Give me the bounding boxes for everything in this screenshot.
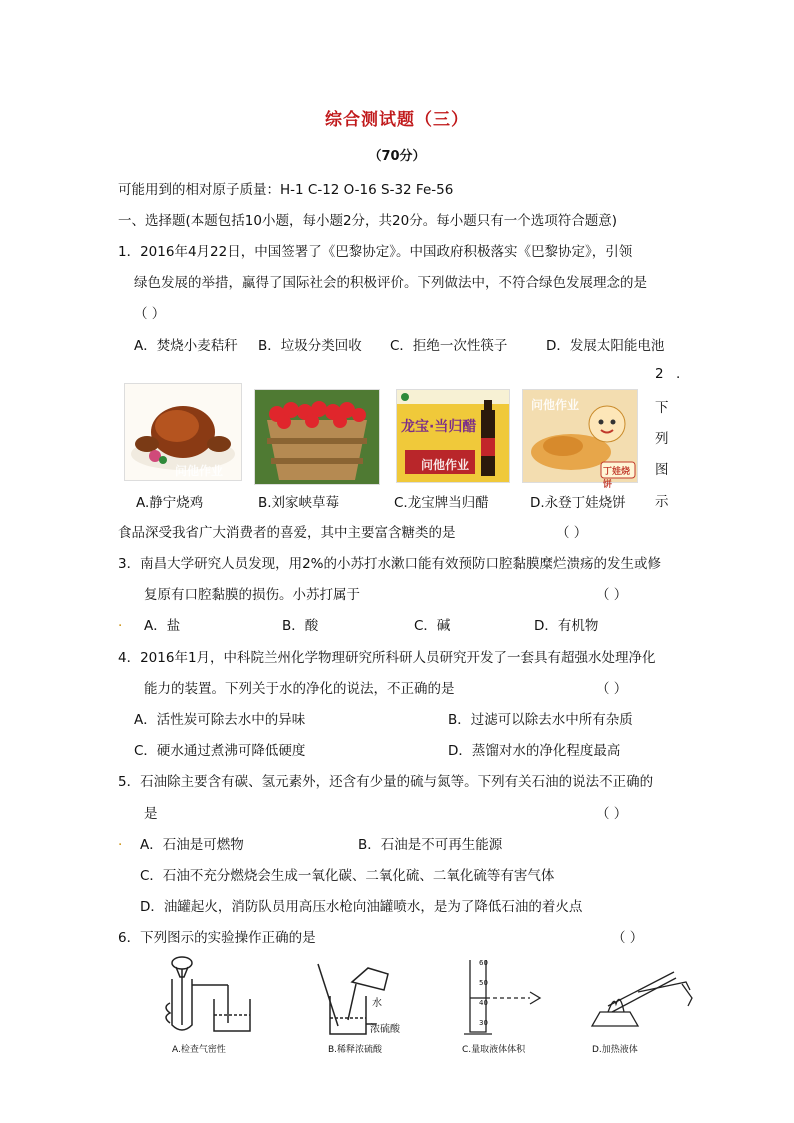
airtightness-check-diagram: [158, 955, 268, 1037]
atomic-mass-line: 可能用到的相对原子质量：H-1 C-12 O-16 S-32 Fe-56: [118, 182, 454, 198]
q5-option-c: C．石油不充分燃烧会生成一氧化碳、二氧化硫、二氧化硫等有害气体: [140, 868, 555, 884]
q5-line1: 5．石油除主要含有碳、氢元素外，还含有少量的硫与氮等。下列有关石油的说法不正确的: [118, 774, 654, 790]
q2-side-char: 示: [655, 494, 669, 510]
q2-caption-b: B.刘家峡草莓: [258, 495, 340, 511]
q1-option-b: B．垃圾分类回收: [258, 338, 362, 354]
watermark: 问他作业: [421, 458, 470, 472]
q3-line1: 3．南昌大学研究人员发现，用2%的小苏打水漱口能有效预防口腔黏膜糜烂溃疡的发生或修: [118, 556, 662, 572]
q2-caption-c: C.龙宝牌当归醋: [394, 495, 489, 511]
q5-option-a: A．石油是可燃物: [140, 837, 244, 853]
q1-line2: 绿色发展的举措，赢得了国际社会的积极评价。下列做法中，不符合绿色发展理念的是: [134, 275, 647, 291]
q4-answer-paren: （ ）: [596, 681, 628, 697]
watermark: 问他作业: [531, 398, 580, 412]
q6-caption-b: B.稀释浓硫酸: [328, 1045, 383, 1055]
q2-side-char: 2: [655, 366, 664, 382]
heating-liquid-diagram: [578, 962, 696, 1034]
q6-line1: 6．下列图示的实验操作正确的是: [118, 930, 316, 946]
q4-line1: 4．2016年1月，中科院兰州化学物理研究所科研人员研究开发了一套具有超强水处理净化: [118, 650, 656, 666]
q4-option-b: B．过滤可以除去水中所有杂质: [448, 712, 633, 728]
q1-option-a: A．焚烧小麦秸秆: [134, 338, 238, 354]
q2-side-char: 列: [655, 431, 669, 447]
q1-option-c: C．拒绝一次性筷子: [390, 338, 508, 354]
roast-chicken-image: [124, 383, 242, 481]
section-heading: 一、选择题(本题包括10小题，每小题2分，共20分。每小题只有一个选项符合题意): [118, 213, 617, 229]
q5-option-b: B．石油是不可再生能源: [358, 837, 503, 853]
q3-option-d: D．有机物: [534, 618, 599, 634]
baked-bread-image: [522, 389, 638, 490]
q1-line1: 1．2016年4月22日，中国签署了《巴黎协定》。中国政府积极落实《巴黎协定》，引领: [118, 244, 633, 260]
dilute-acid-diagram: [308, 960, 418, 1038]
q4-option-a: A．活性炭可除去水中的异味: [134, 712, 306, 728]
q4-option-d: D．蒸馏对水的净化程度最高: [448, 743, 621, 759]
page-title: 综合测试题（三）: [325, 110, 469, 130]
tick-label: 30: [479, 1019, 488, 1027]
q6-caption-d: D.加热液体: [592, 1045, 638, 1055]
q2-answer-paren: （ ）: [556, 525, 588, 541]
q6-answer-paren: （ ）: [612, 930, 644, 946]
q3-option-a: A．盐: [144, 618, 181, 634]
q2-caption-a: A.静宁烧鸡: [136, 495, 204, 511]
acid-label: 浓硫酸: [370, 1024, 400, 1035]
q2-line2: 食品深受我省广大消费者的喜爱，其中主要富含糖类的是: [118, 525, 456, 541]
q5-answer-paren: （ ）: [596, 806, 628, 822]
q2-caption-d: D.永登丁娃烧饼: [530, 495, 626, 511]
vinegar-brand-text: 龙宝·当归醋: [401, 419, 477, 435]
tick-label: 40: [479, 999, 488, 1007]
tick-label: 60: [479, 959, 488, 967]
q3-line2: 复原有口腔黏膜的损伤。小苏打属于: [144, 587, 360, 603]
q4-line2: 能力的装置。下列关于水的净化的说法，不正确的是: [144, 681, 455, 697]
q2-side-char: 图: [655, 462, 669, 478]
q6-caption-a: A.检查气密性: [172, 1045, 226, 1055]
score-label: （70分）: [368, 149, 426, 164]
q1-option-d: D．发展太阳能电池: [546, 338, 665, 354]
water-label: 水: [372, 998, 382, 1009]
q3-answer-paren: （ ）: [596, 587, 628, 603]
q5-line2: 是: [144, 806, 158, 822]
q6-caption-c: C.量取液体体积: [462, 1045, 526, 1055]
q2-side-char: .: [676, 366, 681, 382]
q3-option-b: B．酸: [282, 618, 319, 634]
measuring-cylinder-diagram: [460, 958, 550, 1038]
q3-option-c: C．碱: [414, 618, 451, 634]
q4-option-c: C．硬水通过煮沸可降低硬度: [134, 743, 306, 759]
tick-label: 50: [479, 979, 488, 987]
q5-option-d: D．油罐起火，消防队员用高压水枪向油罐喷水，是为了降低石油的着火点: [140, 899, 583, 915]
watermark: 问他作业: [175, 464, 224, 478]
q2-side-char: 下: [655, 400, 669, 416]
q1-answer-paren: （ ）: [134, 306, 166, 322]
bread-brand-text: 丁娃烧饼: [603, 467, 631, 490]
vinegar-product-image: [396, 389, 510, 483]
strawberry-basket-image: [254, 389, 380, 485]
